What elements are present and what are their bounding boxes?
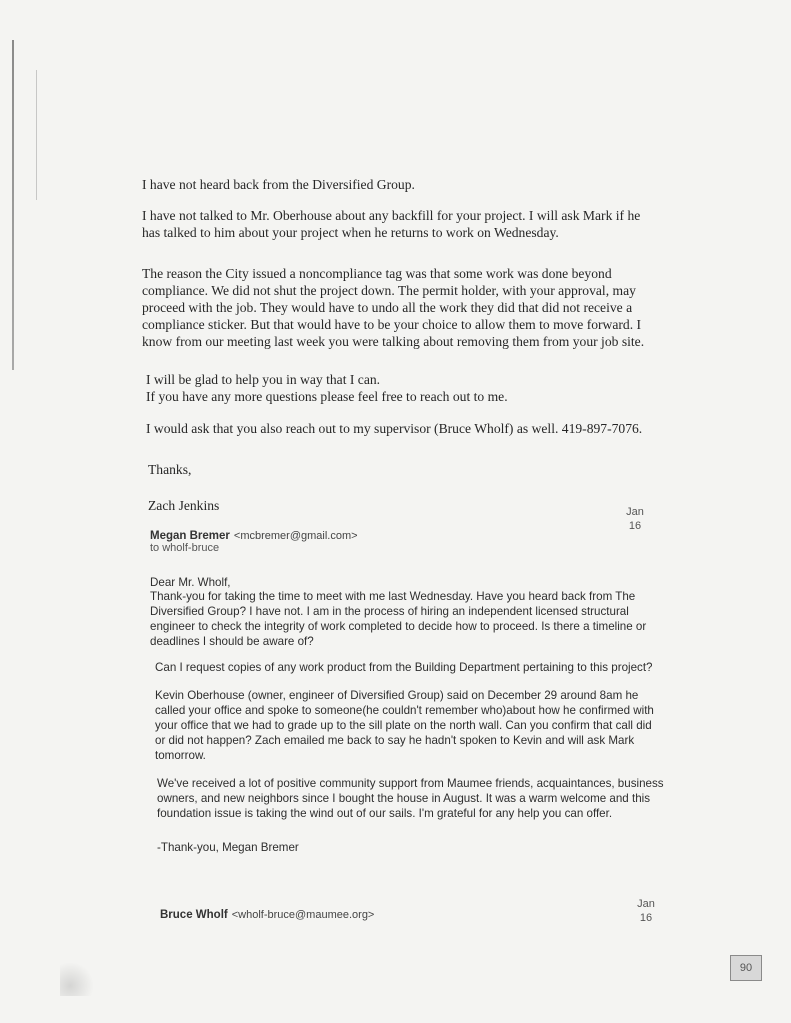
email-date bbox=[620, 505, 650, 533]
email-body-line: or did not happen? Zach emailed me back to say he hadn't spoken to Kevin and will ask Mark bbox=[155, 734, 635, 747]
email-body-line: Kevin Oberhouse (owner, engineer of Diversified Group) said on December 29 around 8am he bbox=[155, 689, 639, 702]
letter-line: If you have any more questions please feel free to reach out to me. bbox=[146, 389, 508, 404]
sender-name: Bruce Wholf bbox=[160, 909, 228, 921]
letter-line: I will be glad to help you in way that I can. bbox=[146, 372, 381, 387]
sender-email: <mcbremer@gmail.com> bbox=[233, 530, 358, 542]
letter-signature: Zach Jenkins bbox=[148, 498, 220, 513]
letter-line: compliance sticker. But that would have to be your choice to allow them to move forward. I bbox=[142, 317, 642, 332]
email-greeting: Dear Mr. Wholf, bbox=[150, 576, 231, 589]
email-date-day: 16 bbox=[628, 520, 642, 532]
email-date-day: 16 bbox=[639, 912, 653, 924]
email-closing: -Thank-you, Megan Bremer bbox=[157, 841, 299, 854]
email-body-line: Thank-you for taking the time to meet with me last Wednesday. Have you heard back from The bbox=[150, 590, 636, 603]
letter-line: proceed with the job. They would have to undo all the work they did that did not receive a bbox=[142, 300, 633, 315]
letter-paragraph: I would ask that you also reach out to my supervisor (Bruce Wholf) as well. 419-897-7076. bbox=[146, 421, 643, 436]
email-header bbox=[160, 905, 374, 923]
letter-paragraph: I have not heard back from the Diversified Group. bbox=[142, 177, 415, 192]
email-date-month: Jan bbox=[626, 506, 644, 518]
page-number-stamp: 90 bbox=[730, 955, 762, 981]
letter-line: The reason the City issued a noncompliance tag was that some work was done beyond bbox=[142, 266, 612, 281]
email-recipient: to wholf-bruce bbox=[150, 542, 220, 554]
sender-name: Megan Bremer bbox=[150, 530, 230, 542]
binding-edge-mark bbox=[12, 40, 14, 370]
email-body-line: We've received a lot of positive community support from Maumee friends, acquaintances, business bbox=[157, 777, 664, 790]
letter-line: know from our meeting last week you were talking about removing them from your job site. bbox=[142, 334, 645, 349]
email-body-line: your office that we had to grade up to the sill plate on the north wall. Can you confirm that call did bbox=[155, 719, 652, 732]
binding-edge-mark bbox=[36, 70, 37, 200]
letter-line: has talked to him about your project when he returns to work on Wednesday. bbox=[142, 225, 559, 240]
email-body-line: tomorrow. bbox=[155, 749, 206, 762]
letter-line: I have not talked to Mr. Oberhouse about any backfill for your project. I will ask Mark if he bbox=[142, 208, 641, 223]
email-date bbox=[631, 897, 661, 925]
email-date-month: Jan bbox=[637, 898, 655, 910]
email-body-line: Diversified Group? I have not. I am in the process of hiring an independent licensed structural bbox=[150, 605, 629, 618]
email-body-line: engineer to check the integrity of work completed to decide how to proceed. Is there a timeline or bbox=[150, 620, 647, 633]
email-body-line: deadlines I should be aware of? bbox=[150, 635, 314, 648]
letter-line: compliance. We did not shut the project down. The permit holder, with your approval, may bbox=[142, 283, 636, 298]
email-body-line: Can I request copies of any work product from the Building Department pertaining to this project? bbox=[155, 661, 653, 674]
email-body-line: foundation issue is taking the wind out of our sails. I'm grateful for any help you can offer. bbox=[157, 807, 613, 820]
email-body-line: owners, and new neighbors since I bought the house in August. It was a warm welcome and this bbox=[157, 792, 651, 805]
scan-smudge bbox=[60, 962, 94, 996]
email-body-line: called your office and spoke to someone(he couldn't remember who)about how he confirmed with bbox=[155, 704, 654, 717]
letter-thanks: Thanks, bbox=[148, 462, 192, 477]
sender-email: <wholf-bruce@maumee.org> bbox=[231, 909, 375, 921]
